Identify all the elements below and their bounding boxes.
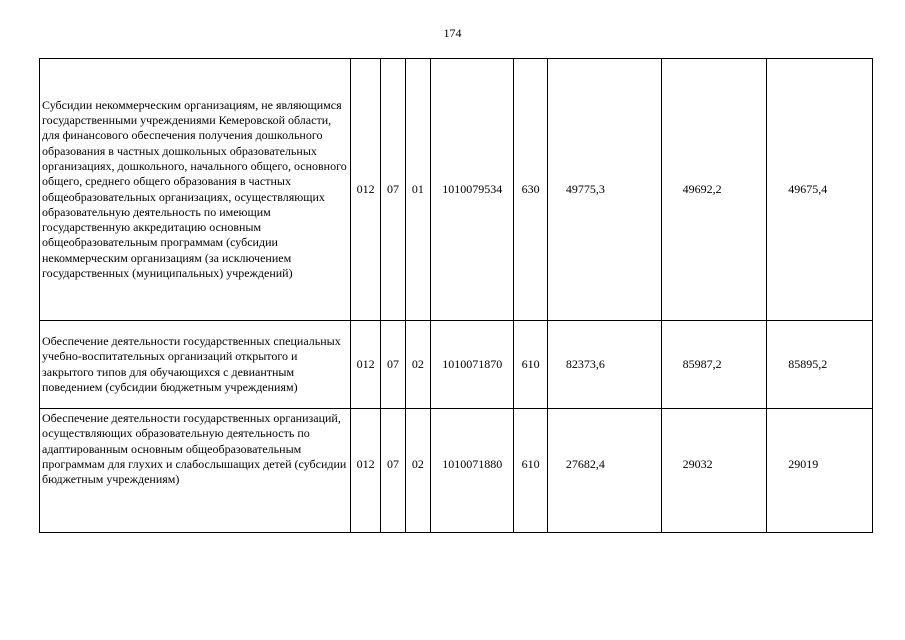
amount-year1: 27682,4 bbox=[565, 457, 605, 471]
table-row bbox=[40, 321, 873, 409]
ministry-code-cell: 012 bbox=[350, 59, 380, 321]
budget-table bbox=[39, 58, 873, 533]
section-code-cell: 07 bbox=[381, 409, 405, 533]
amount-year2: 49692,2 bbox=[682, 181, 722, 196]
amount-year1: 82373,6 bbox=[565, 356, 605, 371]
ministry-code-cell: 012 bbox=[350, 409, 380, 533]
amount-year2: 85987,2 bbox=[682, 356, 722, 371]
row-description: Обеспечение деятельности государственных специальных учебно-воспитательных организаций открытого и закрытого типов для обучающихся с девиантным поведением (субсидии бюджетным учреждениям) bbox=[40, 321, 351, 409]
amount-year1-cell bbox=[547, 409, 661, 533]
amount-year3: 85895,2 bbox=[788, 356, 828, 371]
page-number: 174 bbox=[443, 26, 462, 40]
expense-type-code-cell: 610 bbox=[514, 409, 548, 533]
target-article-code-cell: 1010071880 bbox=[431, 409, 514, 533]
section-code-cell: 07 bbox=[381, 59, 405, 321]
subsection-code-cell: 01 bbox=[405, 59, 430, 321]
amount-year2-cell bbox=[661, 321, 767, 409]
amount-year1-cell bbox=[547, 321, 661, 409]
ministry-code-cell: 012 bbox=[350, 321, 380, 409]
amount-year1: 49775,3 bbox=[565, 181, 605, 196]
amount-year2-cell bbox=[661, 409, 767, 533]
amount-year2: 29032 bbox=[682, 457, 713, 471]
expense-type-code-cell: 610 bbox=[514, 321, 548, 409]
amount-year3: 29019 bbox=[788, 457, 819, 471]
subsection-code-cell: 02 bbox=[405, 321, 430, 409]
row-description: Субсидии некоммерческим организациям, не являющимся государственными учреждениями Кемеровской области, для финансового обеспечения получения дошкольного образования в частных дошкольных образовательных организациях, дошкольного, начального общего, основного общего, среднего общего образования в частных общеобразовательных организациях, осуществляющих образовательную деятельность по имеющим государственную аккредитацию основным общеобразовательным программам (субсидии некоммерческим организациям (за исключением государственных (муниципальных) учреждений) bbox=[40, 59, 351, 321]
target-article-code-cell: 1010079534 bbox=[431, 59, 514, 321]
row-description: Обеспечение деятельности государственных организаций, осуществляющих образовательную деятельность по адаптированным основным общеобразовательным программам для глухих и слабослышащих детей (субсидии бюджетным учреждениям) bbox=[40, 409, 351, 533]
amount-year3-cell bbox=[767, 409, 873, 533]
target-article-code-cell: 1010071870 bbox=[431, 321, 514, 409]
amount-year3-cell bbox=[767, 59, 873, 321]
amount-year1-cell bbox=[547, 59, 661, 321]
amount-year3-cell bbox=[767, 321, 873, 409]
amount-year2-cell bbox=[661, 59, 767, 321]
amount-year3: 49675,4 bbox=[788, 181, 828, 196]
table-row bbox=[40, 59, 873, 321]
expense-type-code-cell: 630 bbox=[514, 59, 548, 321]
table-row bbox=[40, 409, 873, 533]
subsection-code-cell: 02 bbox=[405, 409, 430, 533]
section-code-cell: 07 bbox=[381, 321, 405, 409]
